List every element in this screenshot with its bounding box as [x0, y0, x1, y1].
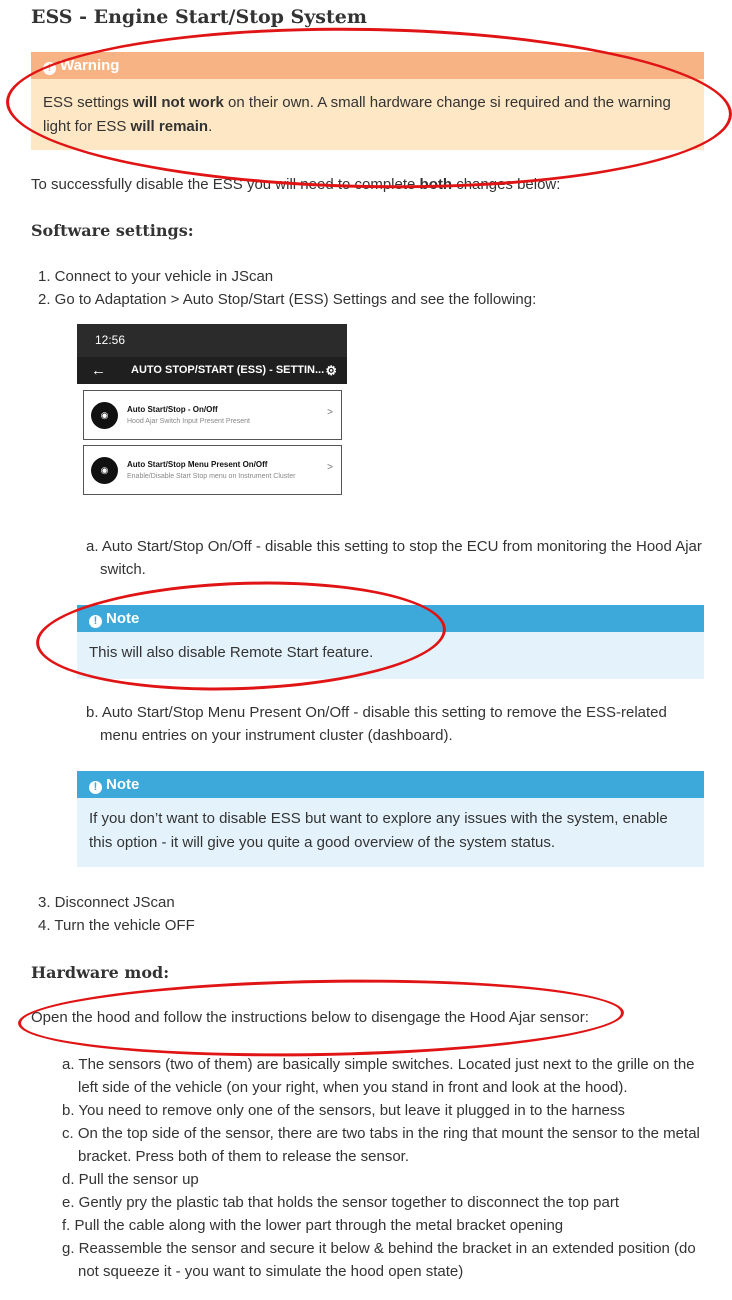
annotation-oval-hardware: [17, 975, 624, 1062]
engine-icon: ◉: [91, 457, 118, 484]
software-sub-a: a. Auto Start/Stop On/Off - disable this setting to stop the ECU from monitoring the Hood Ajar switch.: [86, 538, 702, 578]
chevron-right-icon: >: [327, 407, 333, 418]
hardware-item-d: d. Pull the sensor up: [62, 1171, 199, 1188]
phone-screen-title: AUTO STOP/START (ESS) - SETTIN...: [131, 364, 325, 376]
software-step-3: 3. Disconnect JScan: [38, 894, 175, 911]
info-icon: !: [89, 615, 102, 628]
phone-status-bar: [77, 324, 347, 357]
phone-time: 12:56: [95, 333, 126, 347]
phone-app-bar: [77, 357, 347, 384]
hardware-item-f: f. Pull the cable along with the lower part through the metal bracket opening: [62, 1217, 564, 1234]
gear-icon[interactable]: ⚙: [325, 363, 337, 378]
setting-card-title: Auto Start/Stop Menu Present On/Off: [127, 460, 268, 469]
page-title: ESS - Engine Start/Stop System: [31, 6, 367, 28]
warning-text-2: on their own. A small hardware change si required and the warning light for ESS: [43, 94, 671, 135]
warning-bold-2: will remain: [130, 118, 209, 135]
hardware-item-g: g. Reassemble the sensor and secure it below & behind the bracket in an extended position (do not squeeze it - you want to simulate the hood open state): [62, 1240, 696, 1280]
annotation-oval-warning: [5, 22, 732, 195]
intro-text-1: To successfully disable the ESS you will need to complete: [31, 176, 420, 193]
setting-card-subtitle: Enable/Disable Start Stop menu on Instrument Cluster: [127, 473, 296, 480]
intro-bold: both: [419, 176, 453, 193]
hardware-item-b: b. You need to remove only one of the sensors, but leave it plugged in to the harness: [62, 1102, 625, 1119]
note-label: Note: [106, 610, 140, 627]
note-callout-2: [77, 771, 704, 867]
warning-text-3: .: [208, 118, 213, 135]
warning-text-1: ESS settings: [43, 94, 134, 111]
back-arrow-icon[interactable]: ←: [91, 362, 106, 379]
software-heading: Software settings:: [31, 221, 194, 240]
hardware-item-a: a. The sensors (two of them) are basically simple switches. Located just next to the grille on the left side of the vehicle (on your right, when you stand in front and look at the hood).: [62, 1056, 695, 1096]
chevron-right-icon: >: [327, 462, 333, 473]
warning-icon: !: [43, 62, 56, 75]
setting-card-subtitle: Hood Ajar Switch Input Present Present: [127, 418, 250, 425]
software-step-4: 4. Turn the vehicle OFF: [38, 917, 195, 934]
warning-bold-1: will not work: [133, 94, 224, 111]
software-sub-b: b. Auto Start/Stop Menu Present On/Off - disable this setting to remove the ESS-related menu entries on your instrument cluster (dashboard).: [86, 704, 667, 744]
warning-label: Warning: [60, 57, 120, 74]
hardware-heading: Hardware mod:: [31, 963, 170, 982]
hardware-item-c: c. On the top side of the sensor, there are two tabs in the ring that mount the sensor to the metal bracket. Press both of them to release the sensor.: [62, 1125, 700, 1165]
setting-card-on-off[interactable]: [83, 390, 342, 440]
intro-text-2: changes below:: [452, 176, 561, 193]
software-step-1: 1. Connect to your vehicle in JScan: [38, 268, 274, 285]
software-step-2: 2. Go to Adaptation > Auto Stop/Start (ESS) Settings and see the following:: [38, 291, 537, 308]
note-header: [77, 771, 704, 798]
note-label: Note: [106, 776, 140, 793]
note-text: If you don’t want to disable ESS but want to explore any issues with the system, enable this option - it will give you quite a good overview of the system status.: [89, 810, 668, 851]
setting-card-menu-present[interactable]: [83, 445, 342, 495]
engine-icon: ◉: [91, 402, 118, 429]
setting-card-title: Auto Start/Stop - On/Off: [127, 405, 218, 414]
note-text: This will also disable Remote Start feature.: [89, 644, 374, 661]
hardware-item-e: e. Gently pry the plastic tab that holds the sensor together to disconnect the top part: [62, 1194, 619, 1211]
phone-screenshot: [77, 324, 347, 530]
info-icon: !: [89, 781, 102, 794]
hardware-intro: Open the hood and follow the instructions below to disengage the Hood Ajar sensor:: [31, 1009, 589, 1026]
